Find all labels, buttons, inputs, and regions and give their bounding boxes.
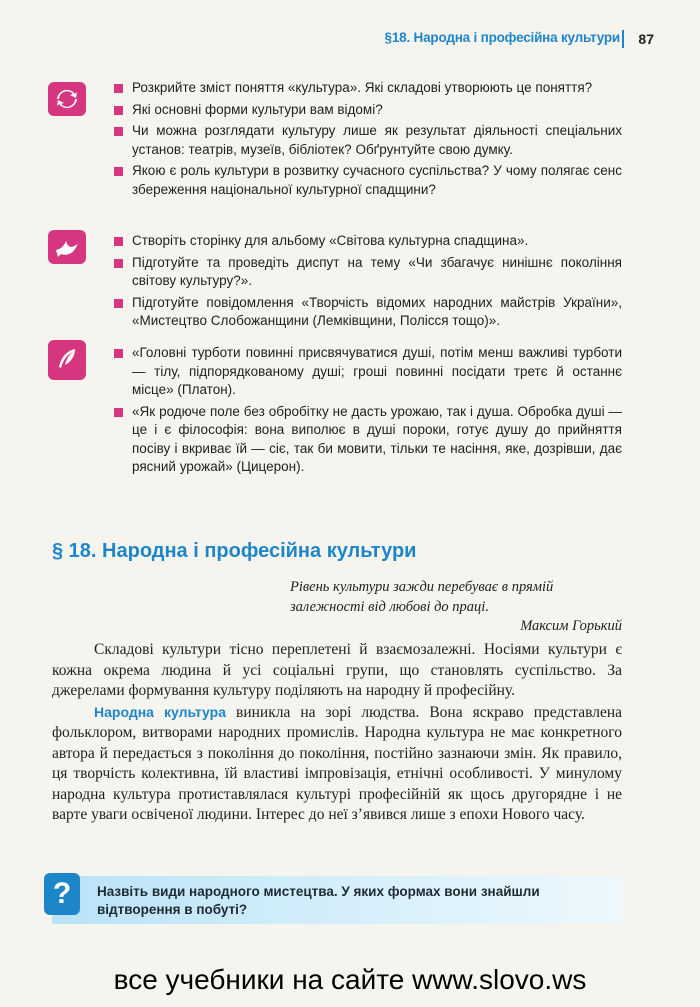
epigraph: Рівень культури зажди перебуває в прямій залежності від любові до праці.	[290, 579, 554, 615]
paragraph: Складові культури тісно переплетені й взаємозалежні. Носіями культури є кожна окрема людина й усі соціальні групи, що становлять суспільство. За джерелами формування культуру поділяють на народну й професійну.	[52, 641, 622, 699]
list-item: Створіть сторінку для альбому «Світова культурна спадщина».	[112, 232, 622, 251]
list-item: Якою є роль культури в розвитку сучасного суспільства? У чому полягає сенс збереження національної культурної спадщини?	[112, 162, 622, 199]
paragraph	[52, 702, 622, 826]
question-text: Назвіть види народного мистецтва. У яких формах вони знайшли відтворення в побуті?	[97, 884, 540, 917]
cycle-arrows-icon	[48, 82, 86, 116]
quill-icon	[48, 340, 86, 380]
list-item: Які основні форми культури вам відомі?	[112, 101, 622, 120]
list-item: Розкрийте зміст поняття «культура». Які складові утворюють це поняття?	[112, 79, 622, 98]
bird-icon	[48, 230, 86, 264]
review-questions-list	[112, 79, 622, 202]
paragraph-text: виникла на зорі людства. Вона яскраво представлена фольклором, витворами народних промислів. Народна культура не має конкретного автора й передається з покоління до покоління, постійно зазнаючи змін. Як правило, ця творчість колективна, їй властиві імпровізація, етнічні особливості. У минулому народна культура протиставлялася культурі професійній як щось другорядне і не варте уваги освіченої людини. Інтерес до неї з’явився лише з епохи Нового часу.	[52, 703, 622, 823]
list-item: Підготуйте та проведіть диспут на тему «Чи збагачує нинішнє покоління світову культуру?».	[112, 254, 622, 291]
section-body	[52, 640, 622, 826]
list-item: Підготуйте повідомлення «Творчість відомих народних майстрів України», «Мистецтво Слобожанщини (Лемківщини, Полісся тощо)».	[112, 294, 622, 331]
question-icon: ?	[44, 873, 80, 915]
term-highlight: Народна культура	[94, 703, 226, 720]
epigraph-author: Максим Горький	[520, 618, 622, 634]
page-number: 87	[638, 31, 654, 47]
section-title: § 18. Народна і професійна культури	[52, 540, 417, 562]
running-title: §18. Народна і професійна культури	[384, 30, 620, 45]
quotes-list	[112, 344, 622, 480]
list-item: «Як родюче поле без обробітку не дасть урожаю, так і душа. Обробка душі — це і є філософія: вона виполює в душі пороки, готує душу до прийняття посіву і вкриває їй — сіє, так би мовити, тільки те насіння, яке, дозрівши, дає рясний урожай» (Цицерон).	[112, 403, 622, 477]
list-item: Чи можна розглядати культуру лише як результат діяльності спеціальних установ: театрів, музеїв, бібліотек? Обґрунтуйте свою думку.	[112, 122, 622, 159]
list-item: «Головні турботи повинні присвячуватися душі, потім менш важливі турботи — тілу, підпорядкованому душі; гроші повинні посідати третє й останнє місце» (Платон).	[112, 344, 622, 400]
footer-caption: все учебники на сайте www.slovo.ws	[113, 964, 587, 995]
tasks-list	[112, 232, 622, 334]
header-divider	[622, 30, 624, 48]
